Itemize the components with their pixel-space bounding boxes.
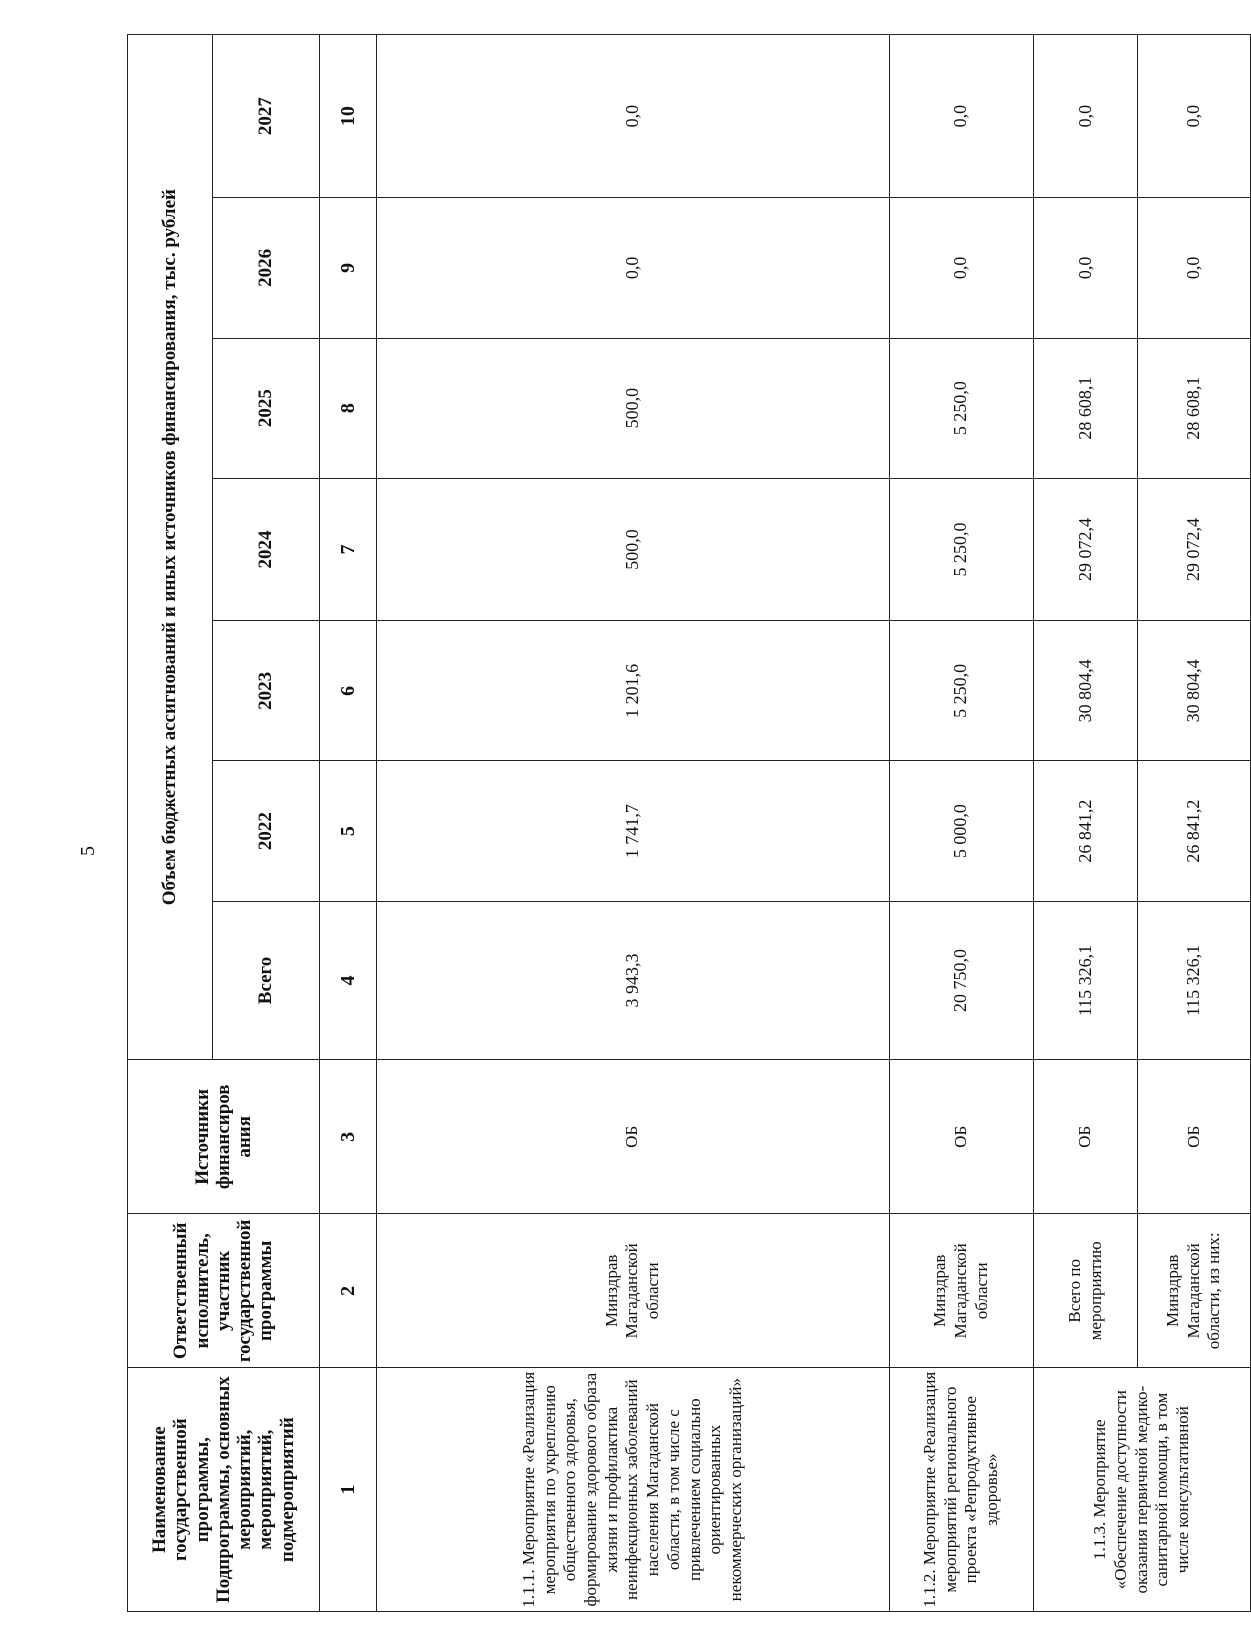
table-row [377, 35, 890, 1612]
header-year-2027: 2027 [213, 35, 320, 198]
row-executor: Минздрав Магаданской области [889, 1214, 1033, 1368]
header-financing-volume: Объем бюджетных ассигнований и иных источников финансирования, тыс. рублей [128, 35, 213, 1060]
column-number: 8 [320, 338, 377, 478]
row-value-2025: 5 250,0 [889, 338, 1033, 478]
column-number: 3 [320, 1060, 377, 1214]
row-value-total: 115 326,1 [1033, 901, 1137, 1060]
header-year-2026: 2026 [213, 198, 320, 338]
header-source: Источники финансиров ания [128, 1060, 320, 1214]
header-row [128, 35, 213, 1612]
row-value-2024: 500,0 [377, 478, 890, 621]
row-value-2024: 29 072,4 [1138, 478, 1251, 621]
row-value-2027: 0,0 [377, 35, 890, 198]
row-value-2027: 0,0 [1138, 35, 1251, 198]
header-name: Наименование государственной программы, Подпрограммы, основных мероприятий, мероприятий, подмероприятий [128, 1368, 320, 1612]
financing-table [127, 34, 1251, 1612]
row-value-2026: 0,0 [889, 198, 1033, 338]
row-source: ОБ [1033, 1060, 1137, 1214]
page-number: 5 [77, 846, 99, 856]
column-number: 10 [320, 35, 377, 198]
column-number: 4 [320, 901, 377, 1060]
row-value-2023: 30 804,4 [1138, 621, 1251, 761]
row-executor: Всего по мероприятию [1033, 1214, 1137, 1368]
header-executor: Ответственный исполнитель, участник государственной программы [128, 1214, 320, 1368]
row-value-2026: 0,0 [1138, 198, 1251, 338]
row-value-2027: 0,0 [889, 35, 1033, 198]
row-value-2026: 0,0 [1033, 198, 1137, 338]
column-number: 6 [320, 621, 377, 761]
row-value-2023: 1 201,6 [377, 621, 890, 761]
row-value-2022: 5 000,0 [889, 761, 1033, 901]
row-name: 1.1.3. Мероприятие «Обеспечение доступности оказания первичной медико-санитарной помощи, в том числе консультативной [1033, 1368, 1250, 1612]
column-number: 1 [320, 1368, 377, 1612]
rotated-table-wrapper [127, 34, 1251, 1612]
table-row [889, 35, 1033, 1612]
header-total: Всего [213, 901, 320, 1060]
row-value-2027: 0,0 [1033, 35, 1137, 198]
row-value-2025: 500,0 [377, 338, 890, 478]
header-year-2022: 2022 [213, 761, 320, 901]
row-value-2026: 0,0 [377, 198, 890, 338]
column-number: 9 [320, 198, 377, 338]
row-value-2023: 30 804,4 [1033, 621, 1137, 761]
row-value-2023: 5 250,0 [889, 621, 1033, 761]
column-number: 5 [320, 761, 377, 901]
header-year-2024: 2024 [213, 478, 320, 621]
column-number: 2 [320, 1214, 377, 1368]
column-number: 7 [320, 478, 377, 621]
header-year-2023: 2023 [213, 621, 320, 761]
row-name: 1.1.1. Мероприятие «Реализация мероприятия по укреплению общественного здоровья, формирование здорового образа жизни и профилактика неинфекционных заболеваний населения Магаданской области, в том числе с привлечением социально ориентированных некоммерческих организаций» [377, 1368, 890, 1612]
row-value-total: 115 326,1 [1138, 901, 1251, 1060]
row-value-2025: 28 608,1 [1138, 338, 1251, 478]
row-value-2022: 26 841,2 [1033, 761, 1137, 901]
row-value-2022: 1 741,7 [377, 761, 890, 901]
header-year-2025: 2025 [213, 338, 320, 478]
row-name: 1.1.2. Мероприятие «Реализация мероприятий регионального проекта «Репродуктивное здоровье» [889, 1368, 1033, 1612]
row-executor: Минздрав Магаданской области [377, 1214, 890, 1368]
column-numbers-row [320, 35, 377, 1612]
row-value-2022: 26 841,2 [1138, 761, 1251, 901]
row-value-total: 3 943,3 [377, 901, 890, 1060]
row-value-2025: 28 608,1 [1033, 338, 1137, 478]
row-value-2024: 29 072,4 [1033, 478, 1137, 621]
row-value-2024: 5 250,0 [889, 478, 1033, 621]
row-value-total: 20 750,0 [889, 901, 1033, 1060]
row-executor: Минздрав Магаданской области, из них: [1138, 1214, 1251, 1368]
table-row [1033, 35, 1137, 1612]
row-source: ОБ [889, 1060, 1033, 1214]
row-source: ОБ [377, 1060, 890, 1214]
row-source: ОБ [1138, 1060, 1251, 1214]
